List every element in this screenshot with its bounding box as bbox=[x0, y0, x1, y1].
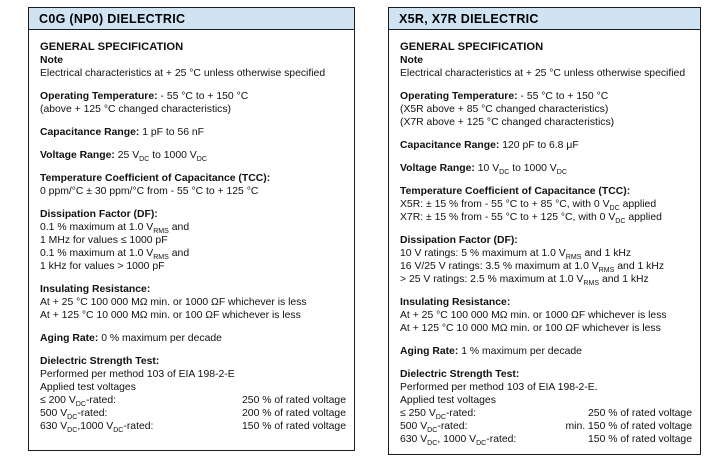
spec-text: 16 V/25 V ratings: 3.5 % maximum at 1.0 $V_{RMS}$ and 1 kHz bbox=[400, 261, 665, 275]
spec-value: 1 % maximum per decade bbox=[458, 346, 582, 357]
cog-voltage-range-section bbox=[40, 149, 346, 162]
note-label: Note bbox=[400, 55, 424, 66]
spec-text: At + 25 °C 100 000 MΩ min. or 1000 ΩF whichever is less bbox=[40, 297, 307, 308]
spec-text: > 25 V ratings: 2.5 % maximum at 1.0 $V_{RMS}$ and 1 kHz bbox=[400, 274, 649, 288]
spec-text: Applied test voltages bbox=[40, 382, 136, 393]
spec-label: Voltage Range: bbox=[40, 150, 115, 161]
x5r-operating-temperature-section bbox=[400, 90, 692, 129]
cog-dielectric-panel bbox=[28, 7, 355, 451]
spec-text: 0 ppm/°C ± 30 ppm/°C from - 55 °C to + 125 °C bbox=[40, 186, 259, 197]
spec-label: Insulating Resistance: bbox=[40, 284, 151, 295]
spec-value: 10 $V_{DC}$ to 1000 $V_{DC}$ bbox=[474, 163, 567, 177]
spec-label: Dielectric Strength Test: bbox=[40, 356, 160, 367]
x5r-voltage-range-section bbox=[400, 162, 692, 175]
spec-text: Applied test voltages bbox=[400, 395, 496, 406]
cog-tcc-section bbox=[40, 172, 346, 198]
spec-label: Operating Temperature: bbox=[40, 91, 158, 102]
x5r-insulating-resistance-section bbox=[400, 296, 692, 335]
spec-label: Capacitance Range: bbox=[400, 140, 500, 151]
spec-line bbox=[400, 90, 692, 103]
spec-line bbox=[40, 332, 346, 345]
dst-row bbox=[40, 394, 346, 407]
spec-text: 1 kHz for values > 1000 pF bbox=[40, 261, 165, 272]
x5r-capacitance-range-section bbox=[400, 139, 692, 152]
spec-line bbox=[40, 90, 346, 103]
cog-aging-rate-section bbox=[40, 332, 346, 345]
x5r-general-specification-section bbox=[400, 41, 692, 80]
spec-line bbox=[400, 162, 692, 175]
dst-value: 250 % of rated voltage bbox=[588, 408, 692, 419]
spec-label: Voltage Range: bbox=[400, 163, 475, 174]
spec-label: Dissipation Factor (DF): bbox=[400, 235, 518, 246]
spec-line bbox=[40, 149, 346, 162]
dst-item: ≤ 250 $V_{DC}$-rated: bbox=[400, 408, 476, 422]
spec-label: Dielectric Strength Test: bbox=[400, 369, 520, 380]
dst-item: 500 $V_{DC}$-rated: bbox=[400, 421, 468, 435]
spec-line bbox=[400, 345, 692, 358]
note-text: Electrical characteristics at + 25 °C unless otherwise specified bbox=[400, 68, 686, 79]
spec-value: 120 pF to 6.8 μF bbox=[499, 140, 579, 151]
spec-value: - 55 °C to + 150 °C bbox=[157, 91, 249, 102]
spec-value: 1 pF to 56 nF bbox=[139, 127, 205, 138]
dst-row bbox=[400, 420, 692, 433]
spec-label: Insulating Resistance: bbox=[400, 297, 511, 308]
x5r-x7r-panel-title: X5R, X7R DIELECTRIC bbox=[399, 12, 539, 26]
spec-label: Operating Temperature: bbox=[400, 91, 518, 102]
spec-line bbox=[400, 139, 692, 152]
section-title: GENERAL SPECIFICATION bbox=[40, 41, 184, 53]
cog-capacitance-range-section bbox=[40, 126, 346, 139]
spec-line bbox=[40, 126, 346, 139]
cog-panel-body bbox=[29, 30, 354, 433]
x5r-x7r-panel-body bbox=[389, 30, 700, 446]
spec-text: At + 25 °C 100 000 MΩ min. or 1000 ΩF whichever is less bbox=[400, 310, 667, 321]
spec-label: Dissipation Factor (DF): bbox=[40, 209, 158, 220]
spec-value: - 55 °C to + 150 °C bbox=[517, 91, 609, 102]
cog-operating-temperature-section bbox=[40, 90, 346, 116]
cog-header-bar bbox=[29, 8, 354, 30]
cog-general-specification-section bbox=[40, 41, 346, 80]
x5r-dissipation-factor-section bbox=[400, 234, 692, 286]
x5r-x7r-dielectric-panel bbox=[388, 7, 701, 455]
cog-dissipation-factor-section bbox=[40, 208, 346, 273]
spec-note: (X5R above + 85 °C changed characteristics) bbox=[400, 104, 609, 115]
dst-row bbox=[400, 433, 692, 446]
dst-row bbox=[400, 407, 692, 420]
note-label: Note bbox=[40, 55, 64, 66]
spec-text: 0.1 % maximum at 1.0 $V_{RMS}$ and bbox=[40, 222, 190, 236]
dst-item: ≤ 200 $V_{DC}$-rated: bbox=[40, 395, 116, 409]
spec-text: Performed per method 103 of EIA 198-2-E bbox=[40, 369, 235, 380]
x5r-dielectric-strength-section bbox=[400, 368, 692, 446]
spec-note: (above + 125 °C changed characteristics) bbox=[40, 104, 231, 115]
spec-note: (X7R above + 125 °C changed characteristics) bbox=[400, 117, 615, 128]
spec-text: 0.1 % maximum at 1.0 $V_{RMS}$ and bbox=[40, 248, 190, 262]
cog-panel-title: C0G (NP0) DIELECTRIC bbox=[39, 12, 186, 26]
dst-row bbox=[40, 420, 346, 433]
x5r-x7r-header-bar bbox=[389, 8, 700, 30]
spec-label: Temperature Coefficient of Capacitance (TCC): bbox=[40, 173, 271, 184]
dst-item: 630 $V_{DC}$, 1000 $V_{DC}$-rated: bbox=[400, 434, 517, 448]
spec-text: 1 MHz for values ≤ 1000 pF bbox=[40, 235, 168, 246]
dst-value: 200 % of rated voltage bbox=[242, 408, 346, 419]
spec-label: Temperature Coefficient of Capacitance (TCC): bbox=[400, 186, 631, 197]
spec-text: X5R: ± 15 % from - 55 °C to + 85 °C, with 0 $V_{DC}$ applied bbox=[400, 199, 657, 213]
x5r-aging-rate-section bbox=[400, 345, 692, 358]
section-title: GENERAL SPECIFICATION bbox=[400, 41, 544, 53]
spec-text: Performed per method 103 of EIA 198-2-E. bbox=[400, 382, 598, 393]
spec-label: Aging Rate: bbox=[40, 333, 99, 344]
spec-value: 0 % maximum per decade bbox=[98, 333, 222, 344]
spec-text: At + 125 °C 10 000 MΩ min. or 100 ΩF whichever is less bbox=[400, 323, 661, 334]
spec-text: X7R: ± 15 % from - 55 °C to + 125 °C, with 0 $V_{DC}$ applied bbox=[400, 212, 662, 226]
cog-insulating-resistance-section bbox=[40, 283, 346, 322]
spec-text: At + 125 °C 10 000 MΩ min. or 100 ΩF whichever is less bbox=[40, 310, 301, 321]
cog-dielectric-strength-section bbox=[40, 355, 346, 433]
note-text: Electrical characteristics at + 25 °C unless otherwise specified bbox=[40, 68, 326, 79]
x5r-tcc-section bbox=[400, 185, 692, 224]
spec-label: Aging Rate: bbox=[400, 346, 459, 357]
spec-text: 10 V ratings: 5 % maximum at 1.0 $V_{RMS}$ and 1 kHz bbox=[400, 248, 632, 262]
dst-value: 150 % of rated voltage bbox=[242, 421, 346, 432]
dst-item: 630 $V_{DC},1000$ $V_{DC}$-rated: bbox=[40, 421, 154, 435]
dst-row bbox=[40, 407, 346, 420]
dst-value: 150 % of rated voltage bbox=[588, 434, 692, 445]
dst-value: min. 150 % of rated voltage bbox=[565, 421, 692, 432]
spec-label: Capacitance Range: bbox=[40, 127, 140, 138]
spec-value: 25 $V_{DC}$ to 1000 $V_{DC}$ bbox=[114, 150, 207, 164]
dst-value: 250 % of rated voltage bbox=[242, 395, 346, 406]
dst-item: 500 $V_{DC}$-rated: bbox=[40, 408, 108, 422]
